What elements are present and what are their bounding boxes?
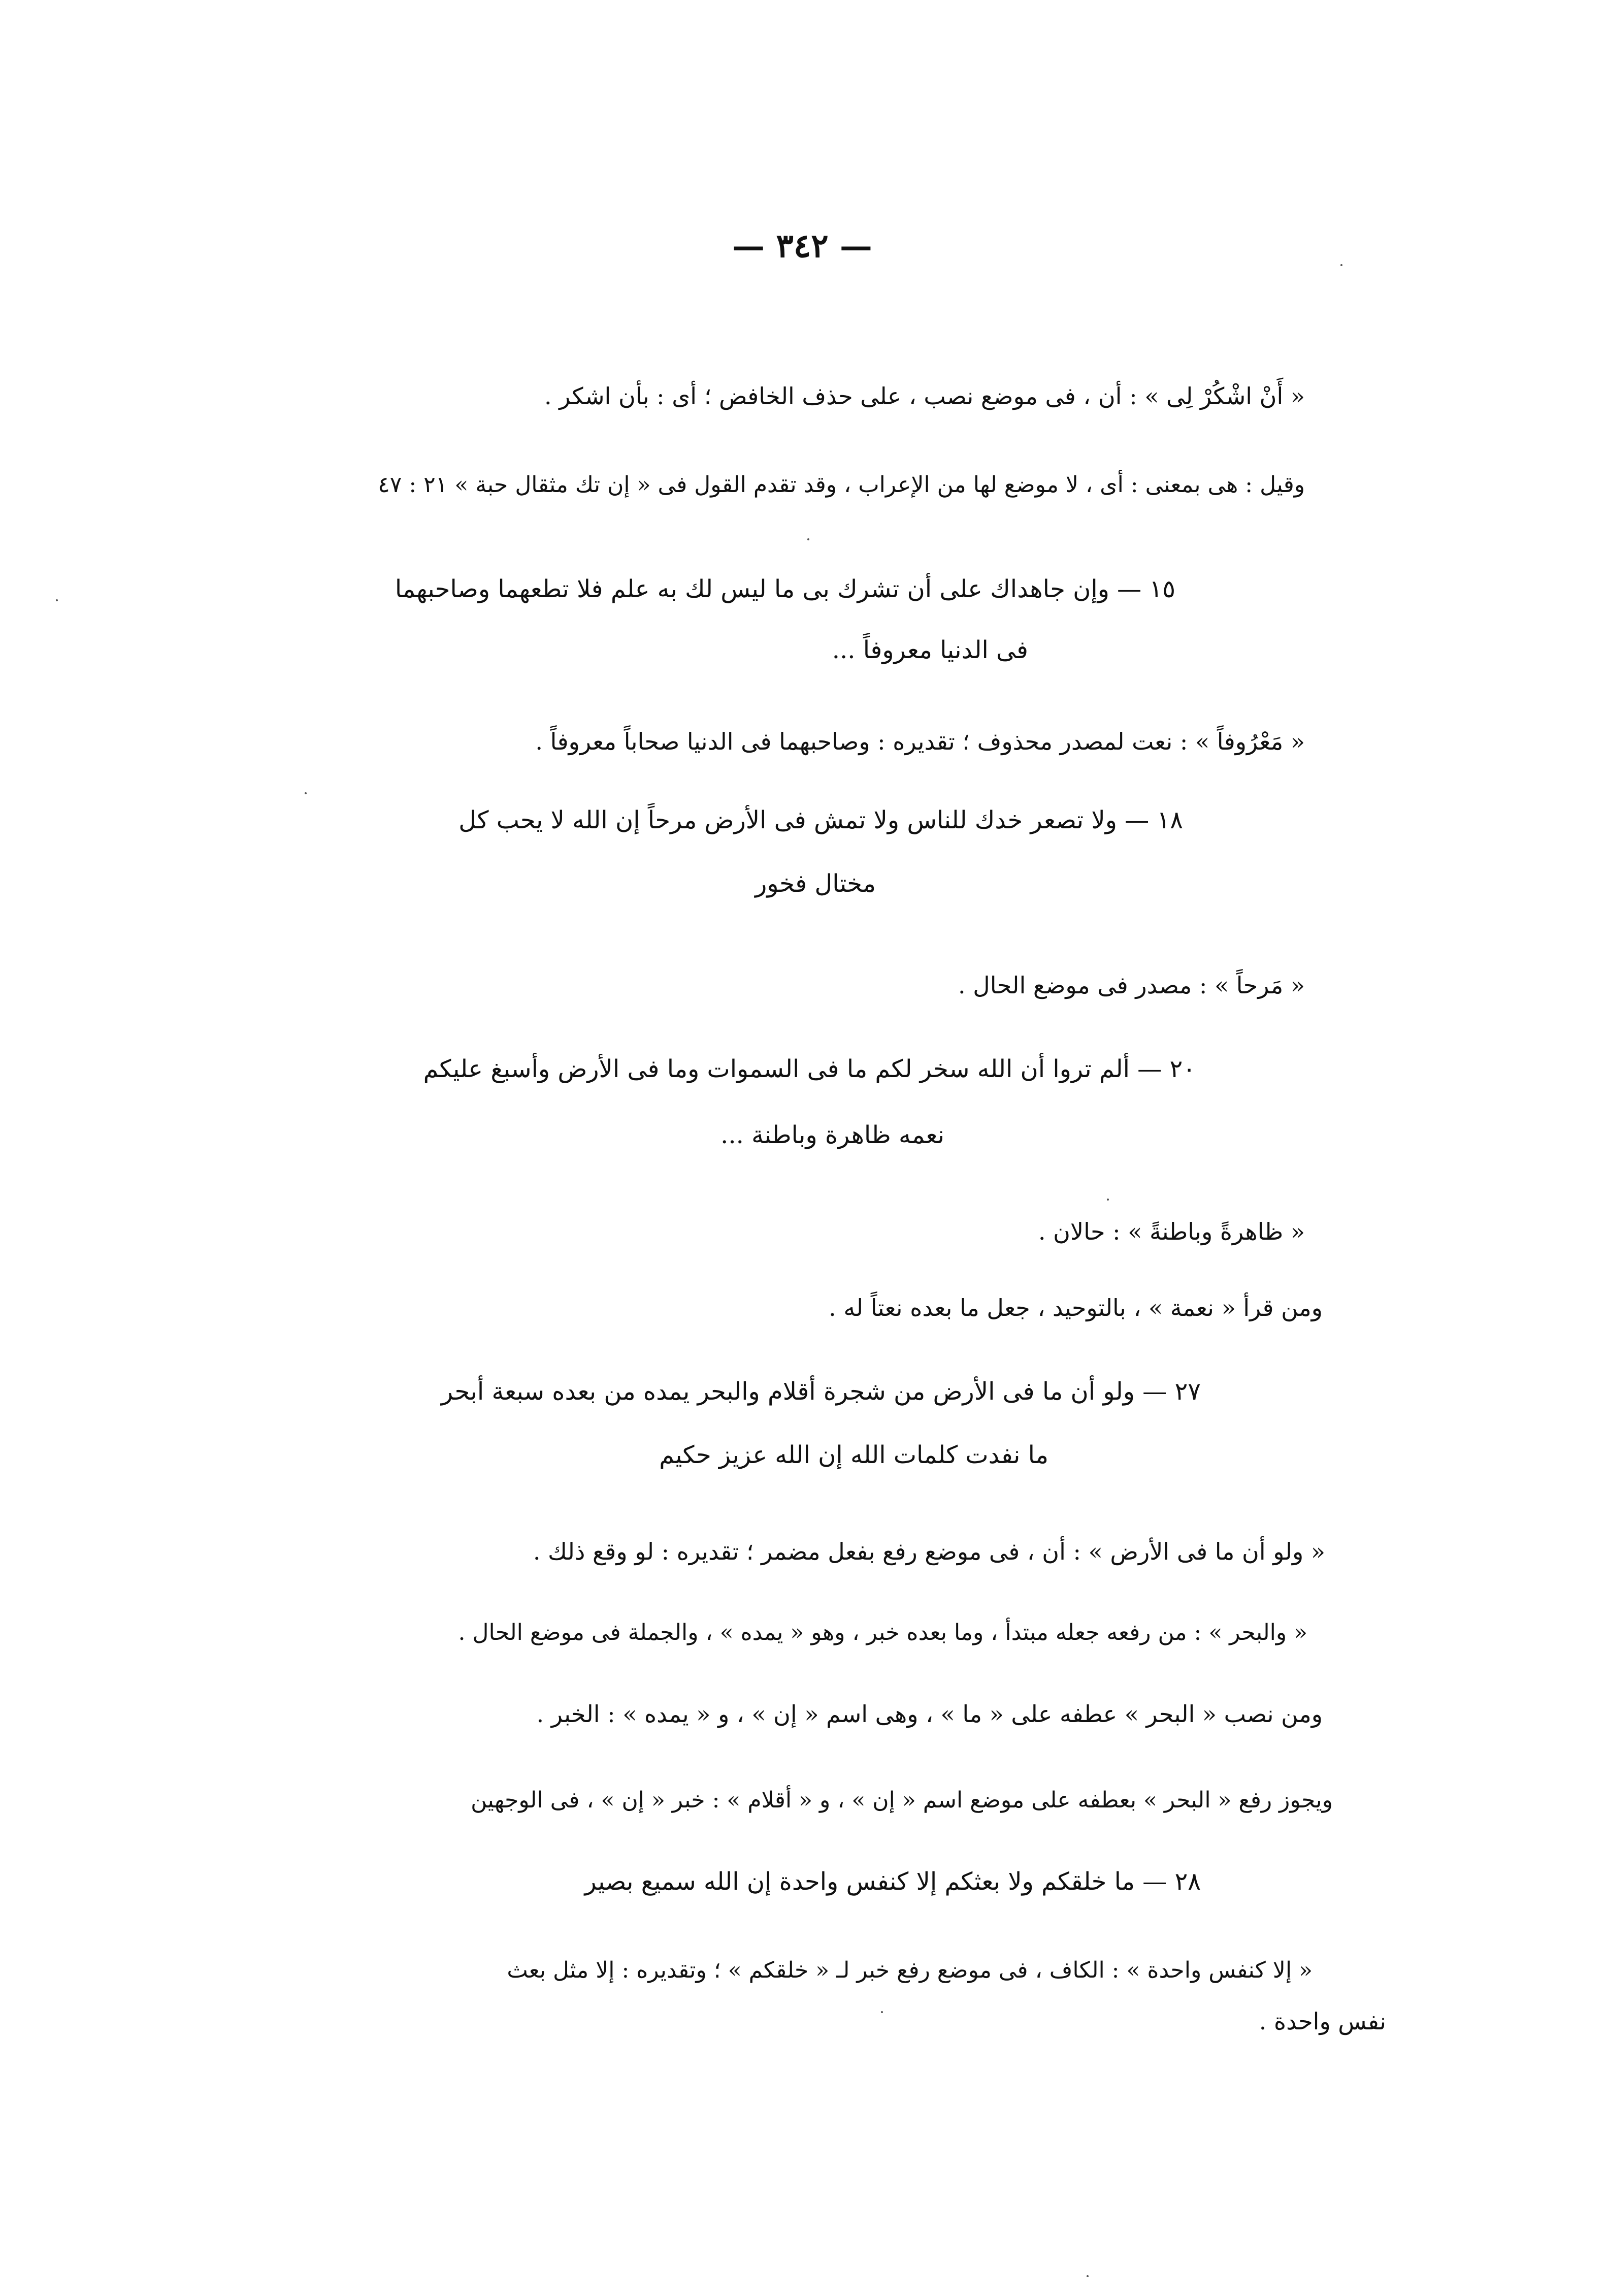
verse-line: مختال فخور (755, 869, 876, 898)
commentary-line: ومن نصب « البحر » عطفه على « ما » ، وهى اسم « إن » ، و « يمده » : الخبر . (536, 1700, 1323, 1728)
scan-speck (807, 538, 809, 540)
scan-speck (881, 2011, 883, 2013)
verse-line: ٢٠ — ألم تروا أن الله سخر لكم ما فى السموات وما فى الأرض وأسبغ عليكم (423, 1055, 1196, 1083)
verse-line: ١٨ — ولا تصعر خدك للناس ولا تمش فى الأرض مرحاً إن الله لا يحب كل (458, 806, 1183, 834)
commentary-line: « أَنْ اشْكُرْ لِى » : أن ، فى موضع نصب ، على حذف الخافض ؛ أى : بأن اشكر . (544, 382, 1305, 410)
commentary-line: « مَعْرُوفاً » : نعت لمصدر محذوف ؛ تقديره : وصاحبهما فى الدنيا صحاباً معروفاً . (535, 728, 1305, 755)
verse-line: نعمه ظاهرة وباطنة ... (720, 1121, 944, 1149)
verse-line: فى الدنيا معروفاً ... (832, 636, 1028, 664)
scan-speck (305, 792, 307, 794)
page-number: — ٣٤٢ — (732, 227, 872, 265)
scan-speck (1107, 1199, 1109, 1201)
commentary-line: نفس واحدة . (1259, 2008, 1386, 2035)
verse-line: ٢٨ — ما خلقكم ولا بعثكم إلا كنفس واحدة إن الله سميع بصير (584, 1867, 1201, 1896)
commentary-line: « مَرحاً » : مصدر فى موضع الحال . (958, 972, 1305, 999)
scan-speck (1340, 264, 1342, 266)
verse-line: ٢٧ — ولو أن ما فى الأرض من شجرة أقلام والبحر يمده من بعده سبعة أبحر (441, 1377, 1201, 1406)
scan-speck (1087, 2275, 1089, 2277)
commentary-line: « إلا كنفس واحدة » : الكاف ، فى موضع رفع خبر لـ « خلقكم » ؛ وتقديره : إلا مثل بعث (507, 1957, 1313, 1983)
commentary-line: « ولو أن ما فى الأرض » : أن ، فى موضع رفع بفعل مضمر ؛ تقديره : لو وقع ذلك . (533, 1538, 1325, 1565)
commentary-line: ويجوز رفع « البحر » بعطفه على موضع اسم « إن » ، و « أقلام » : خبر « إن » ، فى الوجهين (471, 1787, 1333, 1813)
commentary-line: ومن قرأ « نعمة » ، بالتوحيد ، جعل ما بعده نعتاً له . (829, 1294, 1323, 1321)
commentary-line: « والبحر » : من رفعه جعله مبتدأ ، وما بعده خبر ، وهو « يمده » ، والجملة فى موضع الحال . (458, 1620, 1307, 1645)
scan-speck (56, 599, 58, 601)
commentary-line: « ظاهرةً وباطنةً » : حالان . (1038, 1218, 1305, 1245)
verse-line: ١٥ — وإن جاهداك على أن تشرك بى ما ليس لك به علم فلا تطعهما وصاحبهما (395, 575, 1175, 603)
verse-line: ما نفدت كلمات الله إن الله عزيز حكيم (659, 1441, 1048, 1469)
commentary-line: وقيل : هى بمعنى : أى ، لا موضع لها من الإعراب ، وقد تقدم القول فى « إن تك مثقال حبة » ٢١ : ٤٧ (378, 472, 1305, 498)
